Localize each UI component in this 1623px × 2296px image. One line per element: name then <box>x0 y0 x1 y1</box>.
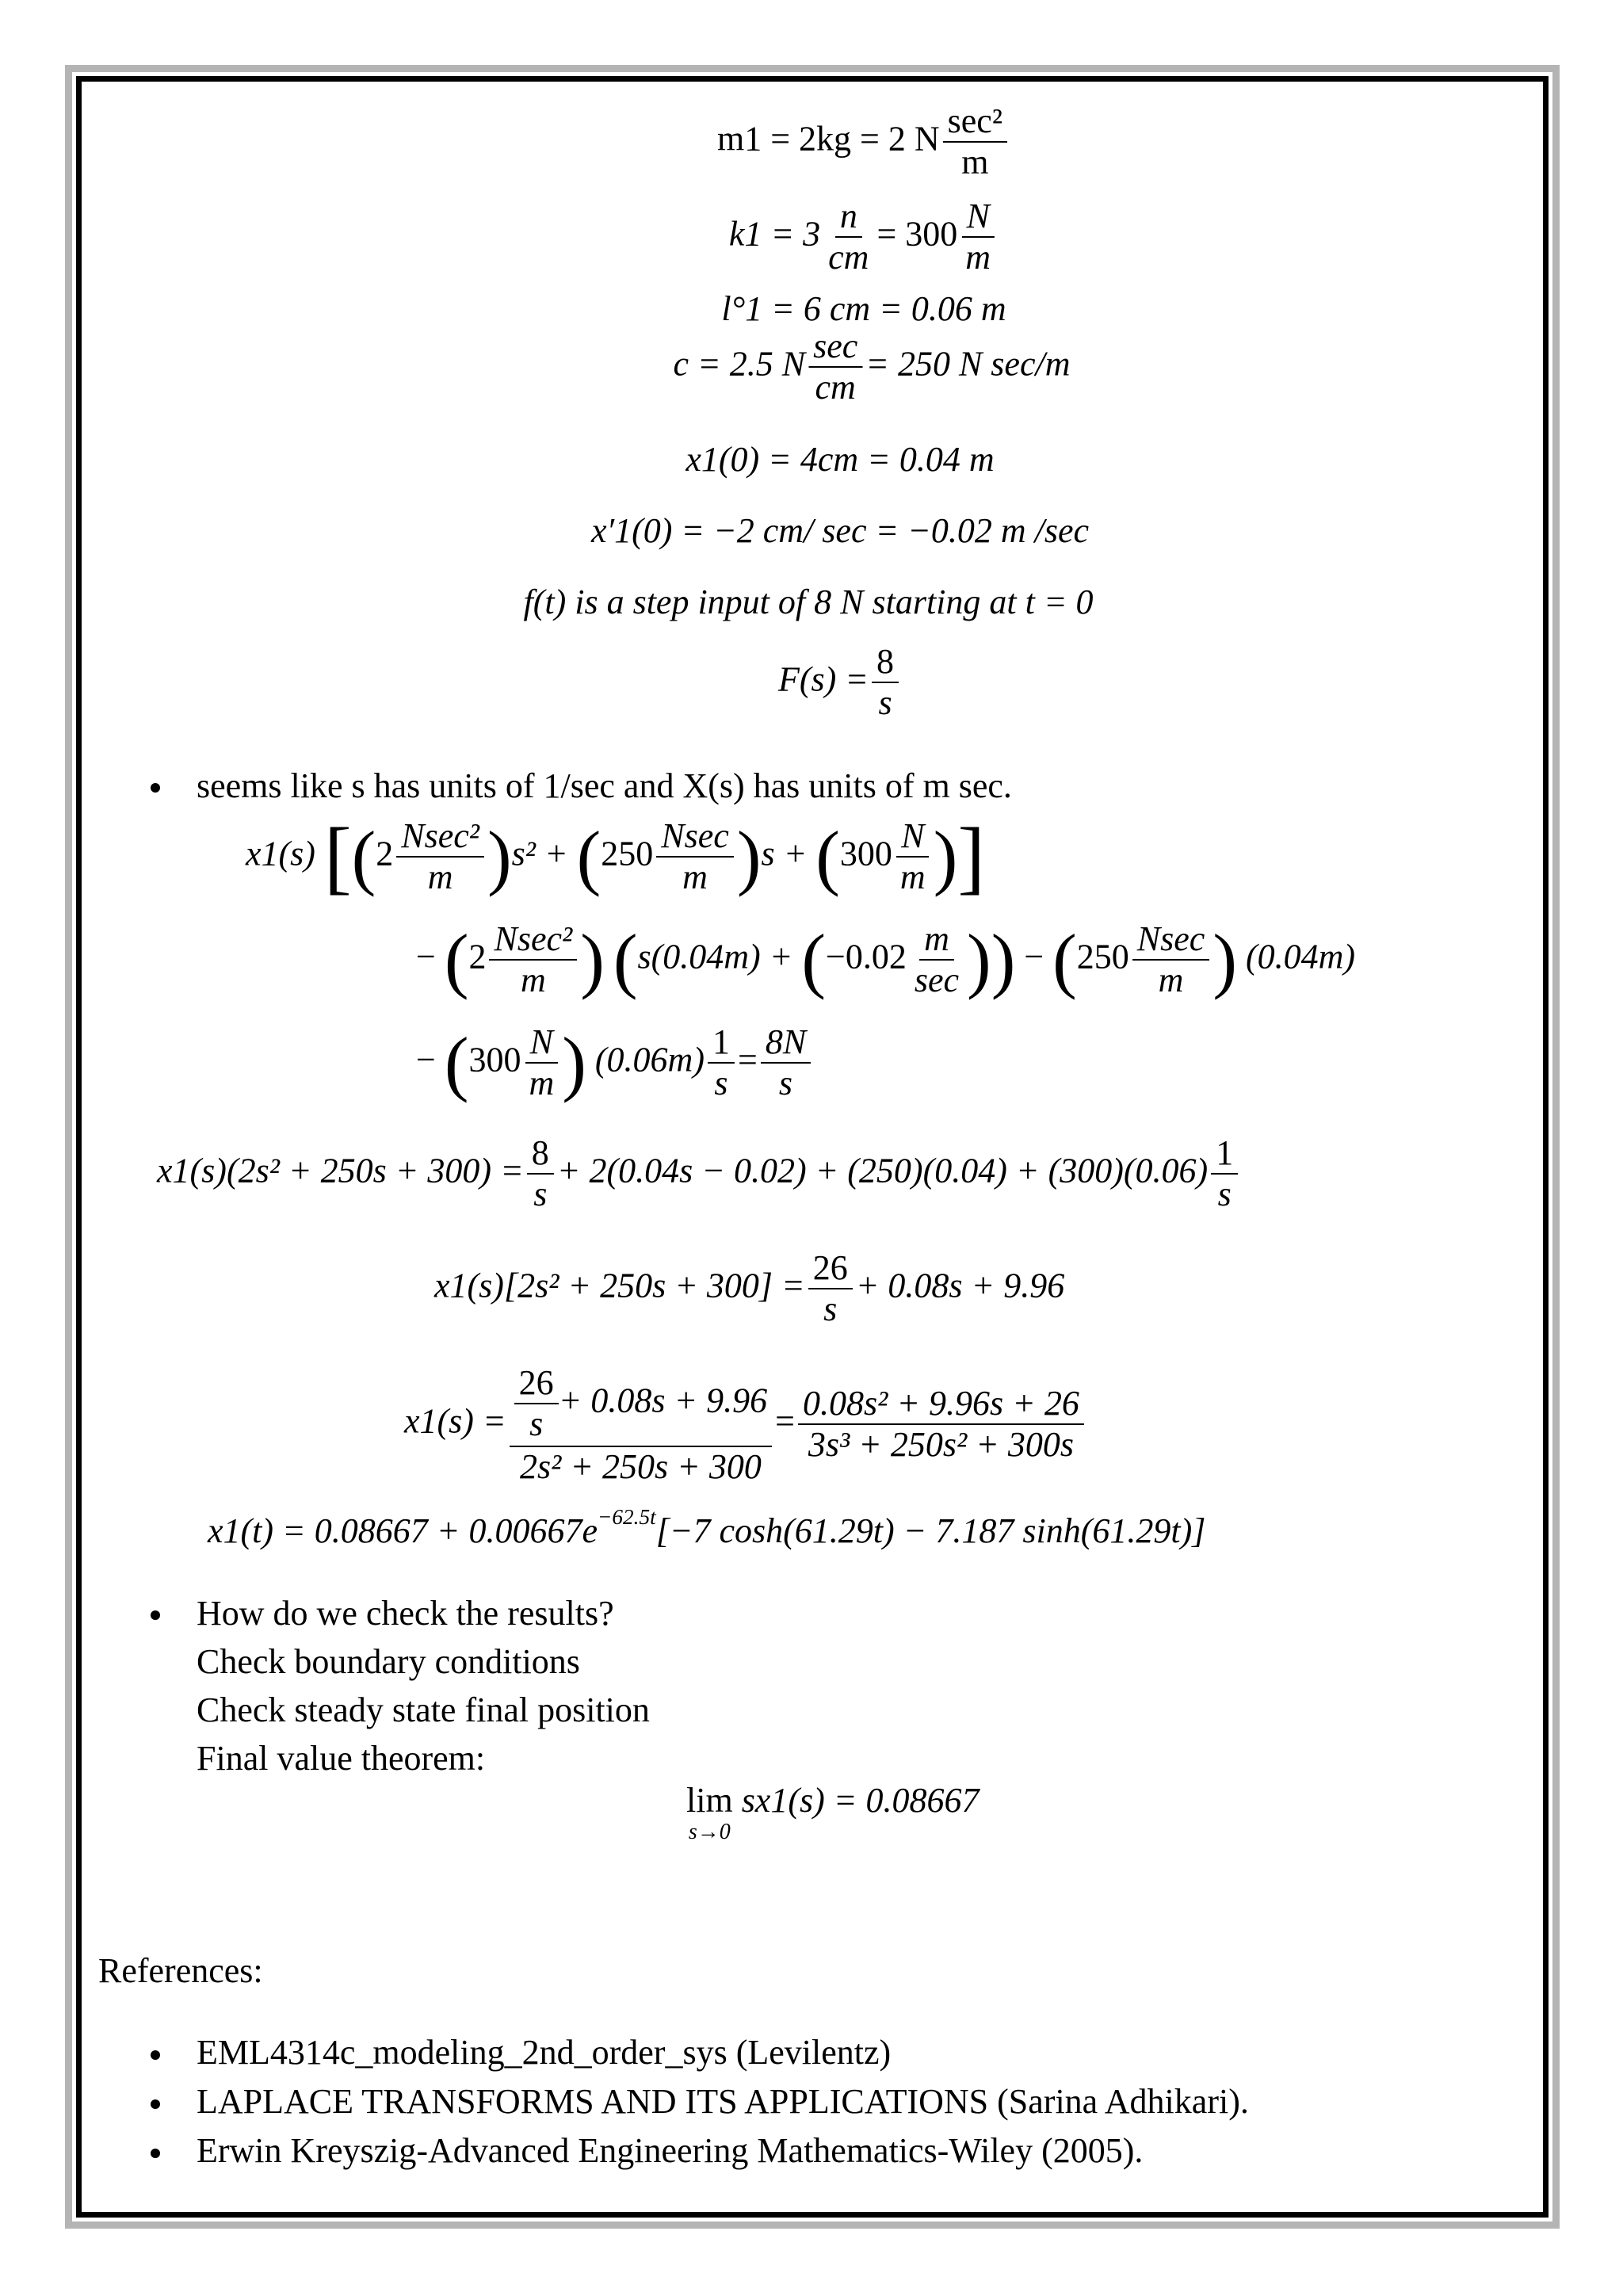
numerator: Nsec <box>1136 919 1205 958</box>
paren: ( <box>444 919 469 1000</box>
equation-laplace-line3 <box>416 1022 814 1103</box>
eq-text: x1(t) = 0.08667 + 0.00667e <box>208 1511 598 1550</box>
limit-word: lim <box>686 1781 733 1820</box>
denominator: m <box>899 858 926 897</box>
fraction <box>872 642 899 723</box>
denominator: m <box>1158 961 1184 1000</box>
eq-text: [−7 cosh(61.29t) − 7.187 sinh(61.29t)] <box>655 1511 1206 1550</box>
paren: ) <box>736 816 762 897</box>
fraction <box>808 327 862 407</box>
paren: ) <box>933 816 958 897</box>
eq-c-lhs: c = 2.5 N <box>673 344 806 384</box>
numerator: 26 <box>808 1248 853 1289</box>
equation-xp10 <box>590 511 1090 550</box>
numerator: N <box>901 816 925 855</box>
fraction <box>510 1362 773 1488</box>
numerator: N <box>529 1022 554 1061</box>
numerator: Nsec² <box>494 919 573 958</box>
eq-text: (0.04m) <box>1245 937 1356 976</box>
eq-text: 300 <box>468 1040 521 1079</box>
bullet-check-line4: Final value theorem: <box>197 1739 486 1778</box>
fraction <box>798 1384 1084 1465</box>
eq-m1-text: m1 = 2kg = 2 N <box>716 119 940 159</box>
fraction <box>761 1022 811 1103</box>
bullet-dot <box>151 2099 160 2109</box>
eq-text: s(0.04m) + <box>637 937 793 976</box>
eq-ft-text: f(t) is a step input of 8 N starting at t = 0 <box>523 583 1094 621</box>
paren: ( <box>576 816 601 897</box>
denominator: s <box>533 1175 548 1214</box>
paren: ( <box>1052 919 1077 1000</box>
paren: ( <box>351 816 376 897</box>
numerator: m <box>924 919 949 958</box>
eq-x10-text: x1(0) = 4cm = 0.04 m <box>685 440 995 479</box>
fraction <box>527 1133 554 1214</box>
numerator: sec² <box>943 101 1007 143</box>
eq-text: x1(s)[2s² + 250s + 300] = <box>434 1266 805 1305</box>
fraction <box>656 816 734 897</box>
bullet-units-note: seems like s has units of 1/sec and X(s) has units of m sec. <box>197 766 1012 805</box>
eq-text: x1(s) <box>246 834 315 873</box>
denominator: 2s² + 250s + 300 <box>520 1447 762 1487</box>
eq-l1-text: l°1 = 6 cm = 0.06 m <box>721 289 1006 328</box>
numerator: N <box>966 197 990 235</box>
equation-laplace-line1 <box>246 811 985 903</box>
eq-Fs-lhs: F(s) = <box>778 659 869 699</box>
denominator: m <box>682 858 708 897</box>
denominator: sec <box>914 961 960 1000</box>
paren: ) <box>487 816 512 897</box>
numerator: 0.08s² + 9.96s + 26 <box>803 1384 1079 1423</box>
fraction <box>524 1022 559 1103</box>
limit-sub: s→0 <box>688 1820 731 1844</box>
bullet-dot <box>151 783 160 793</box>
equation-l1 <box>721 289 1006 328</box>
bullet-check-line1: How do we check the results? <box>197 1594 614 1633</box>
fraction <box>708 1022 735 1103</box>
paren: ( <box>801 919 827 1000</box>
denominator: m <box>961 143 989 182</box>
numerator: 1 <box>708 1022 735 1064</box>
paren: ) <box>562 1022 586 1103</box>
paren: ) <box>967 919 991 1000</box>
reference-item: LAPLACE TRANSFORMS AND ITS APPLICATIONS (Sarina Adhikari). <box>197 2082 1249 2121</box>
denominator: s <box>778 1064 793 1103</box>
fraction <box>396 816 484 897</box>
equation-c <box>674 327 1071 407</box>
eq-k1-mid: = 300 <box>876 214 958 254</box>
denominator: cm <box>828 238 869 277</box>
equation-final-value <box>686 1783 979 1843</box>
paren: ( <box>613 919 638 1000</box>
fraction <box>910 919 964 1000</box>
eq-text: s + <box>761 834 808 873</box>
bullet-check-line2: Check boundary conditions <box>197 1642 580 1681</box>
eq-text: − <box>416 937 436 976</box>
fraction <box>1132 919 1210 1000</box>
equation-m1 <box>717 101 1010 182</box>
eq-xp10-text: x′1(0) = −2 cm/ sec = −0.02 m /sec <box>590 511 1090 550</box>
fraction <box>943 101 1007 182</box>
paren: ( <box>815 816 840 897</box>
bracket: ] <box>957 811 985 903</box>
numerator: Nsec² <box>401 816 479 855</box>
numerator: 8 <box>527 1133 554 1175</box>
eq-text: 250 <box>601 834 654 873</box>
bullet-dot <box>151 2149 160 2158</box>
eq-text: x1(s) = <box>404 1401 506 1441</box>
denominator: m <box>965 238 991 277</box>
denominator: s <box>529 1404 544 1444</box>
equation-x10 <box>685 442 994 477</box>
equation-k1 <box>729 197 999 277</box>
eq-text: 2 <box>376 834 394 873</box>
paren: ) <box>580 919 605 1000</box>
numerator: Nsec <box>661 816 729 855</box>
numerator: + 0.08s + 9.96 <box>558 1381 768 1420</box>
denominator: m <box>529 1064 555 1103</box>
bullet-dot <box>151 1610 160 1620</box>
eq-text: 2 <box>468 937 487 976</box>
denominator: cm <box>815 368 856 407</box>
denominator: s <box>878 683 892 723</box>
fraction <box>896 816 930 897</box>
numerator: sec <box>813 327 858 365</box>
numerator: 26 <box>514 1363 559 1404</box>
denominator: s <box>823 1289 838 1329</box>
numerator: 8 <box>872 642 899 683</box>
equation-x1s <box>404 1362 1087 1488</box>
equation-ft <box>523 585 1093 620</box>
numerator: n <box>839 197 857 235</box>
equation-x1t <box>208 1504 1206 1550</box>
reference-item: Erwin Kreyszig-Advanced Engineering Mathematics-Wiley (2005). <box>197 2131 1144 2170</box>
equation-simplified-b <box>434 1248 1064 1329</box>
numerator: 1 <box>1211 1133 1238 1175</box>
eq-text: 300 <box>839 834 892 873</box>
bullet-check-line3: Check steady state final position <box>197 1690 650 1729</box>
eq-text: = <box>737 1040 758 1079</box>
numerator: 8N <box>765 1022 807 1061</box>
limit <box>686 1783 733 1843</box>
denominator: s <box>1217 1175 1232 1214</box>
eq-text: + 0.08s + 9.96 <box>855 1266 1065 1305</box>
eq-text: = <box>775 1401 795 1441</box>
denominator: s <box>714 1064 728 1103</box>
denominator: 3s³ + 250s² + 300s <box>808 1425 1074 1465</box>
denominator: m <box>427 858 453 897</box>
equation-simplified-a <box>157 1133 1241 1214</box>
eq-text: 250 <box>1076 937 1129 976</box>
eq-text: − <box>416 1040 436 1079</box>
bracket: [ <box>323 811 352 903</box>
eq-c-rhs: = 250 N sec/m <box>865 344 1071 384</box>
paren: ) <box>991 919 1016 1000</box>
fraction <box>1211 1133 1238 1214</box>
eq-text: − <box>1024 937 1044 976</box>
eq-text: −0.02 <box>826 937 907 976</box>
fraction <box>808 1248 853 1329</box>
fraction <box>960 197 995 277</box>
equation-laplace-line2 <box>416 919 1355 1000</box>
paren: ( <box>444 1022 469 1103</box>
eq-text: s² + <box>511 834 568 873</box>
exponent: −62.5t <box>597 1504 656 1529</box>
eq-k1-lhs: k1 = 3 <box>728 214 821 254</box>
eq-text: sx1(s) = 0.08667 <box>741 1781 980 1820</box>
eq-text: + 2(0.04s − 0.02) + (250)(0.04) + (300)(0.06) <box>556 1151 1209 1190</box>
denominator: m <box>520 961 546 1000</box>
fraction <box>489 919 577 1000</box>
reference-item: EML4314c_modeling_2nd_order_sys (Levilentz) <box>197 2033 892 2072</box>
fraction <box>823 197 873 277</box>
paren: ) <box>1212 919 1237 1000</box>
eq-text: x1(s)(2s² + 250s + 300) = <box>157 1151 524 1190</box>
eq-text: (0.06m) <box>594 1040 705 1079</box>
references-title: References: <box>98 1951 263 1990</box>
fraction <box>514 1363 559 1444</box>
equation-Fs <box>778 642 902 723</box>
bullet-dot <box>151 2050 160 2060</box>
